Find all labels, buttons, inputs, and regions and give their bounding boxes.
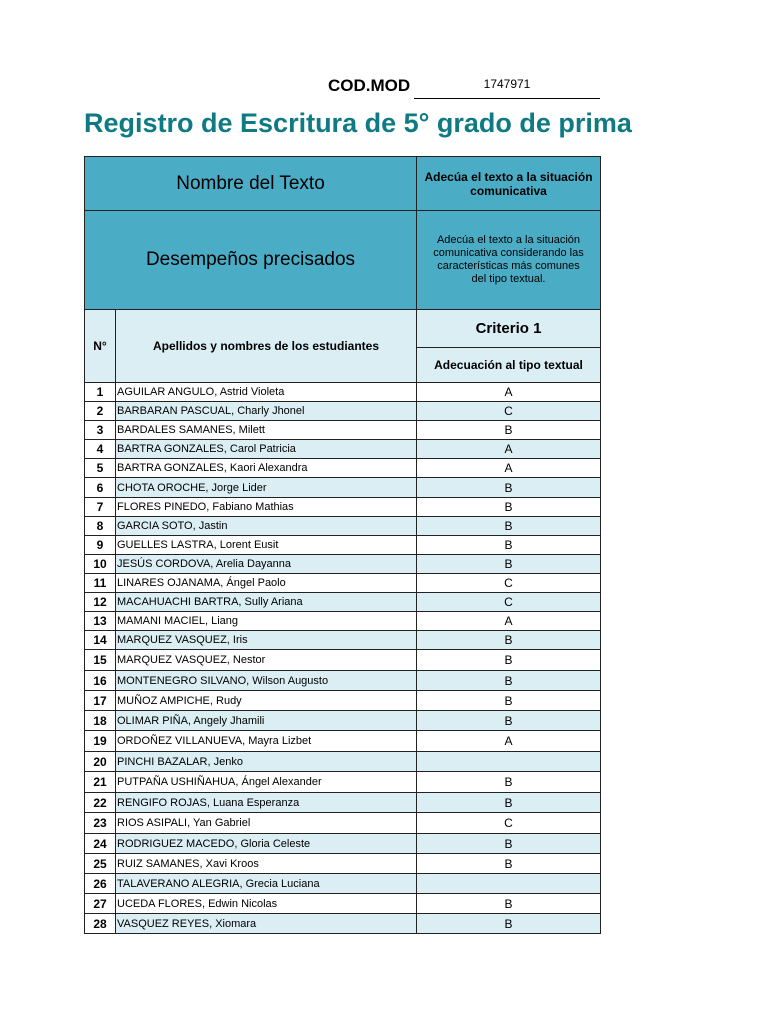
column-names-header: Apellidos y nombres de los estudiantes bbox=[116, 310, 417, 383]
student-register-table bbox=[84, 156, 601, 934]
row-number: 27 bbox=[85, 894, 116, 914]
student-grade: C bbox=[417, 593, 601, 612]
codmod-label: COD.MOD bbox=[328, 76, 411, 95]
student-name: BARTRA GONZALES, Kaori Alexandra bbox=[116, 459, 417, 478]
table-row bbox=[85, 874, 601, 894]
student-name: BARDALES SAMANES, Milett bbox=[116, 421, 417, 440]
row-number: 12 bbox=[85, 593, 116, 612]
row-number: 3 bbox=[85, 421, 116, 440]
table-row bbox=[85, 555, 601, 574]
student-name: BARTRA GONZALES, Carol Patricia bbox=[116, 440, 417, 459]
student-name: MACAHUACHI BARTRA, Sully Ariana bbox=[116, 593, 417, 612]
row-number: 22 bbox=[85, 793, 116, 813]
page-title: Registro de Escritura de 5° grado de prima bbox=[84, 108, 632, 138]
row-number: 28 bbox=[85, 914, 116, 934]
table-row bbox=[85, 914, 601, 934]
table-row bbox=[85, 834, 601, 854]
row-number: 7 bbox=[85, 498, 116, 517]
student-grade: B bbox=[417, 671, 601, 691]
student-grade: B bbox=[417, 894, 601, 914]
row-number: 9 bbox=[85, 536, 116, 555]
student-name: PINCHI BAZALAR, Jenko bbox=[116, 752, 417, 772]
student-name: TALAVERANO ALEGRIA, Grecia Luciana bbox=[116, 874, 417, 894]
student-name: FLORES PINEDO, Fabiano Mathias bbox=[116, 498, 417, 517]
nombre-texto-value: Adecúa el texto a la situación comunicativa bbox=[417, 157, 601, 211]
column-number-header: N° bbox=[85, 310, 116, 383]
table-row bbox=[85, 854, 601, 874]
row-number: 20 bbox=[85, 752, 116, 772]
student-name: LINARES OJANAMA, Ángel Paolo bbox=[116, 574, 417, 593]
student-name: ORDOÑEZ VILLANUEVA, Mayra Lizbet bbox=[116, 731, 417, 752]
table-row bbox=[85, 402, 601, 421]
student-grade: C bbox=[417, 402, 601, 421]
table-row bbox=[85, 574, 601, 593]
student-grade: B bbox=[417, 772, 601, 793]
student-grade: A bbox=[417, 612, 601, 631]
table-row bbox=[85, 691, 601, 711]
student-grade: B bbox=[417, 650, 601, 671]
desempenos-value: Adecúa el texto a la situación comunicativa considerando las características más comunes del tipo textual. bbox=[417, 211, 601, 310]
student-grade: B bbox=[417, 854, 601, 874]
student-grade bbox=[417, 752, 601, 772]
student-name: PUTPAÑA USHIÑAHUA, Ángel Alexander bbox=[116, 772, 417, 793]
student-grade bbox=[417, 874, 601, 894]
student-name: MAMANI MACIEL, Liang bbox=[116, 612, 417, 631]
student-name: CHOTA OROCHE, Jorge Lider bbox=[116, 478, 417, 498]
table-row bbox=[85, 631, 601, 650]
table-row bbox=[85, 612, 601, 631]
student-grade: B bbox=[417, 691, 601, 711]
student-grade: B bbox=[417, 834, 601, 854]
criterio-description: Adecuación al tipo textual bbox=[417, 348, 601, 383]
student-name: MONTENEGRO SILVANO, Wilson Augusto bbox=[116, 671, 417, 691]
nombre-texto-label: Nombre del Texto bbox=[85, 157, 417, 211]
table-row bbox=[85, 536, 601, 555]
row-number: 19 bbox=[85, 731, 116, 752]
student-name: RODRIGUEZ MACEDO, Gloria Celeste bbox=[116, 834, 417, 854]
student-name: UCEDA FLORES, Edwin Nicolas bbox=[116, 894, 417, 914]
row-number: 24 bbox=[85, 834, 116, 854]
row-number: 15 bbox=[85, 650, 116, 671]
row-number: 6 bbox=[85, 478, 116, 498]
student-name: VASQUEZ REYES, Xiomara bbox=[116, 914, 417, 934]
student-grade: B bbox=[417, 498, 601, 517]
row-number: 21 bbox=[85, 772, 116, 793]
table-row bbox=[85, 711, 601, 731]
table-row bbox=[85, 671, 601, 691]
table-row bbox=[85, 813, 601, 834]
student-grade: C bbox=[417, 813, 601, 834]
table-row bbox=[85, 478, 601, 498]
student-grade: B bbox=[417, 631, 601, 650]
student-grade: B bbox=[417, 478, 601, 498]
student-grade: B bbox=[417, 536, 601, 555]
student-grade: B bbox=[417, 555, 601, 574]
table-row bbox=[85, 498, 601, 517]
student-grade: A bbox=[417, 383, 601, 402]
row-number: 10 bbox=[85, 555, 116, 574]
student-grade: B bbox=[417, 421, 601, 440]
student-grade: A bbox=[417, 731, 601, 752]
criterio-header: Criterio 1 bbox=[417, 310, 601, 348]
student-name: OLIMAR PIÑA, Angely Jhamili bbox=[116, 711, 417, 731]
desempenos-label: Desempeños precisados bbox=[85, 211, 417, 310]
student-name: MUÑOZ AMPICHE, Rudy bbox=[116, 691, 417, 711]
student-grade: B bbox=[417, 517, 601, 536]
row-number: 23 bbox=[85, 813, 116, 834]
row-number: 25 bbox=[85, 854, 116, 874]
student-name: MARQUEZ VASQUEZ, Nestor bbox=[116, 650, 417, 671]
student-name: MARQUEZ VASQUEZ, Iris bbox=[116, 631, 417, 650]
table-row bbox=[85, 731, 601, 752]
table-row bbox=[85, 650, 601, 671]
row-number: 4 bbox=[85, 440, 116, 459]
table-row bbox=[85, 772, 601, 793]
row-number: 5 bbox=[85, 459, 116, 478]
student-name: RENGIFO ROJAS, Luana Esperanza bbox=[116, 793, 417, 813]
row-number: 11 bbox=[85, 574, 116, 593]
table-row bbox=[85, 459, 601, 478]
student-grade: C bbox=[417, 574, 601, 593]
table-row bbox=[85, 752, 601, 772]
student-grade: A bbox=[417, 459, 601, 478]
row-number: 13 bbox=[85, 612, 116, 631]
table-row bbox=[85, 593, 601, 612]
student-grade: B bbox=[417, 711, 601, 731]
student-name: RIOS ASIPALI, Yan Gabriel bbox=[116, 813, 417, 834]
student-grade: A bbox=[417, 440, 601, 459]
student-grade: B bbox=[417, 793, 601, 813]
row-number: 2 bbox=[85, 402, 116, 421]
table-row bbox=[85, 421, 601, 440]
student-grade: B bbox=[417, 914, 601, 934]
row-number: 8 bbox=[85, 517, 116, 536]
row-number: 18 bbox=[85, 711, 116, 731]
table-row bbox=[85, 440, 601, 459]
student-name: GARCIA SOTO, Jastin bbox=[116, 517, 417, 536]
student-name: GUELLES LASTRA, Lorent Eusit bbox=[116, 536, 417, 555]
student-name: BARBARAN PASCUAL, Charly Jhonel bbox=[116, 402, 417, 421]
table-row bbox=[85, 894, 601, 914]
student-name: JESÚS CORDOVA, Arelia Dayanna bbox=[116, 555, 417, 574]
table-row bbox=[85, 517, 601, 536]
row-number: 1 bbox=[85, 383, 116, 402]
codmod-value: 1747971 bbox=[414, 74, 600, 99]
row-number: 16 bbox=[85, 671, 116, 691]
table-row bbox=[85, 793, 601, 813]
row-number: 26 bbox=[85, 874, 116, 894]
row-number: 17 bbox=[85, 691, 116, 711]
table-row bbox=[85, 383, 601, 402]
student-name: AGUILAR ANGULO, Astrid Violeta bbox=[116, 383, 417, 402]
student-name: RUIZ SAMANES, Xavi Kroos bbox=[116, 854, 417, 874]
row-number: 14 bbox=[85, 631, 116, 650]
